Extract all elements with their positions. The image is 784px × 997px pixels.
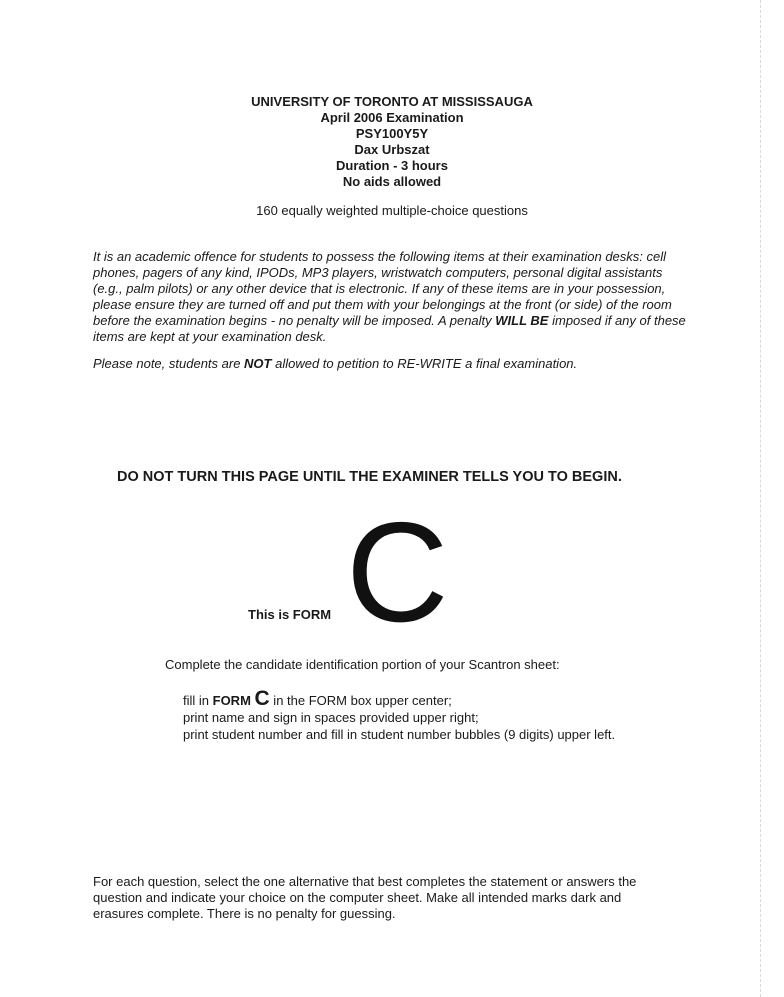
warning-text-part2: imposed if any of these items are kept at your examination desk. <box>93 313 686 344</box>
scantron-instructions-intro: Complete the candidate identification portion of your Scantron sheet: <box>165 657 560 672</box>
fill-form-word: FORM <box>212 693 255 708</box>
exam-session: April 2006 Examination <box>320 110 464 125</box>
instruction-fill-form <box>183 687 615 710</box>
fill-prefix: fill in <box>183 693 213 708</box>
institution-name: UNIVERSITY OF TORONTO AT MISSISSAUGA <box>251 94 533 109</box>
electronic-devices-warning <box>93 249 693 345</box>
answering-instructions: For each question, select the one alternative that best completes the statement or answers the question and indicate your choice on the computer sheet. Make all intended marks dark and erasures complete. There is no penalty for guessing. <box>93 874 637 921</box>
instruction-print-name: print name and sign in spaces provided upper right; <box>183 710 479 725</box>
exam-duration: Duration - 3 hours <box>336 158 448 173</box>
instruction-print-number: print student number and fill in student number bubbles (9 digits) upper left. <box>183 727 616 742</box>
petition-notice <box>93 356 693 372</box>
question-count: 160 equally weighted multiple-choice questions <box>256 203 528 218</box>
petition-text-part2: allowed to petition to RE-WRITE a final examination. <box>271 356 578 371</box>
form-letter: C <box>346 493 449 652</box>
petition-text-part1: Please note, students are <box>93 356 245 371</box>
scantron-instructions-list <box>183 687 616 743</box>
course-code: PSY100Y5Y <box>355 126 429 141</box>
warning-text-part1: It is an academic offence for students to possess the following items at their examination desks: cell phones, pagers of any kind, IPODs, MP3 players, wristwatch computers, personal digital assistants (e.g., palm pilots) or any other device that is electronic. If any of these items are in your possession, please ensure they are turned off and put them with your belongings at the front (or side) of the room before the examination begins - no penalty will be imposed. A penalty <box>93 249 672 328</box>
fill-suffix: in the FORM box upper center; <box>269 693 452 708</box>
do-not-turn-notice: DO NOT TURN THIS PAGE UNTIL THE EXAMINER TELLS YOU TO BEGIN. <box>117 469 622 485</box>
fill-form-letter: C <box>254 687 270 710</box>
warning-emphasis: WILL BE <box>495 313 549 328</box>
petition-emphasis: NOT <box>244 356 272 371</box>
form-label: This is FORM <box>248 607 332 622</box>
instructor-name: Dax Urbszat <box>354 142 430 157</box>
aids-policy: No aids allowed <box>342 174 442 189</box>
exam-header <box>0 94 784 190</box>
